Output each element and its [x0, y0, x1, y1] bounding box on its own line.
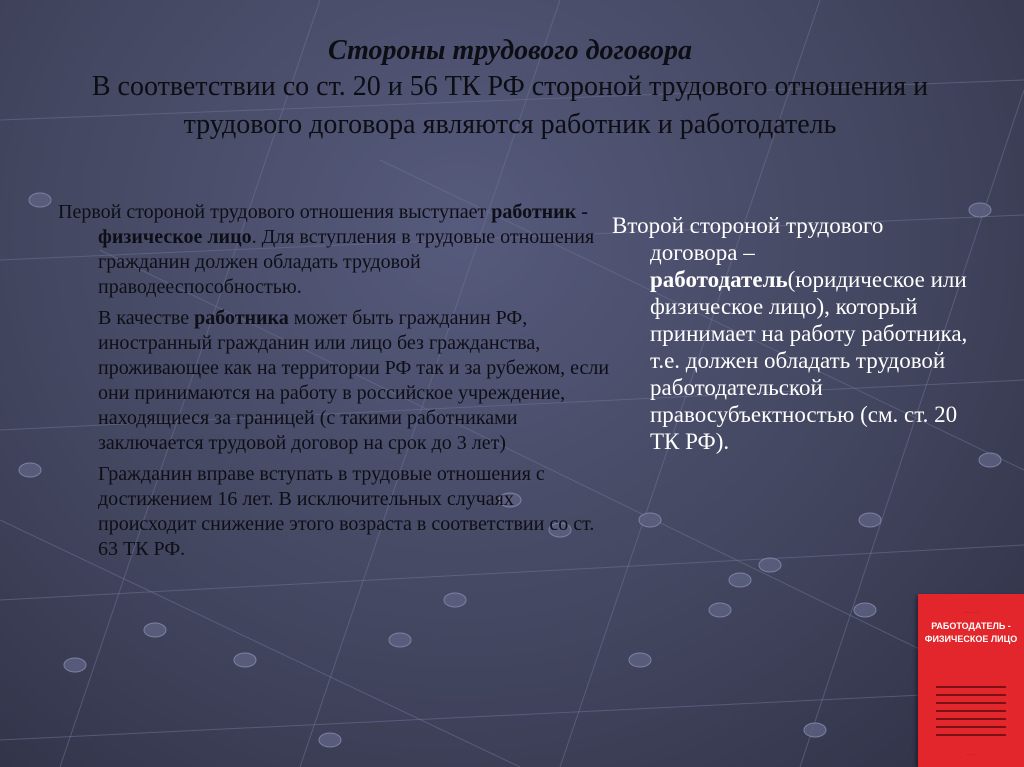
right-text-start: договора –	[650, 240, 755, 265]
book-title: РАБОТОДАТЕЛЬ - ФИЗИЧЕСКОЕ ЛИЦО	[924, 621, 1018, 644]
paragraph-age-requirement: Гражданин вправе вступать в трудовые отношения с достижением 16 лет. В исключительных случаях происходит снижение этого возраста в соответствии со ст. 63 ТК РФ.	[98, 463, 595, 560]
p2-text-end: может быть гражданин РФ, иностранный гражданин или лицо без гражданства, проживающее как на территории РФ так и за рубежом, если они принимаются на работу в российское учреждение, находящиеся за границей (с такими работниками заключается трудовой договор на срок до 3 лет)	[98, 307, 610, 454]
slide-title: Стороны трудового договора	[328, 35, 692, 66]
paragraph-first-party	[58, 200, 616, 300]
right-column	[612, 212, 972, 455]
p2-text-start: В качестве	[98, 307, 195, 329]
slide-subtitle: В соответствии со ст. 20 и 56 ТК РФ стороной трудового отношения и трудового договора являются работник и работодатель	[91, 71, 929, 140]
paragraph-employee-types	[58, 306, 616, 456]
slide-header	[60, 34, 960, 144]
right-text-end: (юридическое или физическое лицо), который принимает на работу работника, т.е. должен обладать трудовой работодательской правосубъектностью (см. ст. 20 ТК РФ).	[650, 267, 968, 454]
left-column	[58, 200, 616, 568]
book-footer-mark: · · ·	[967, 752, 975, 758]
right-body	[612, 239, 972, 455]
p1-text-end: . Для вступления в трудовые отношения гражданин должен обладать трудовой праводееспособностью.	[98, 226, 595, 298]
right-bold-employer: работодатель	[650, 267, 788, 292]
book-fine-print	[936, 686, 1006, 742]
p1-text-start: Первой стороной трудового отношения выступает	[58, 201, 492, 223]
book-author-mark: · · · · ·	[964, 610, 978, 616]
p2-bold-employee: работника	[194, 307, 289, 329]
book-cover-image	[918, 594, 1024, 767]
right-first-line: Второй стороной трудового	[612, 213, 884, 238]
p1-bold-employee: работник - физическое лицо	[98, 201, 588, 248]
